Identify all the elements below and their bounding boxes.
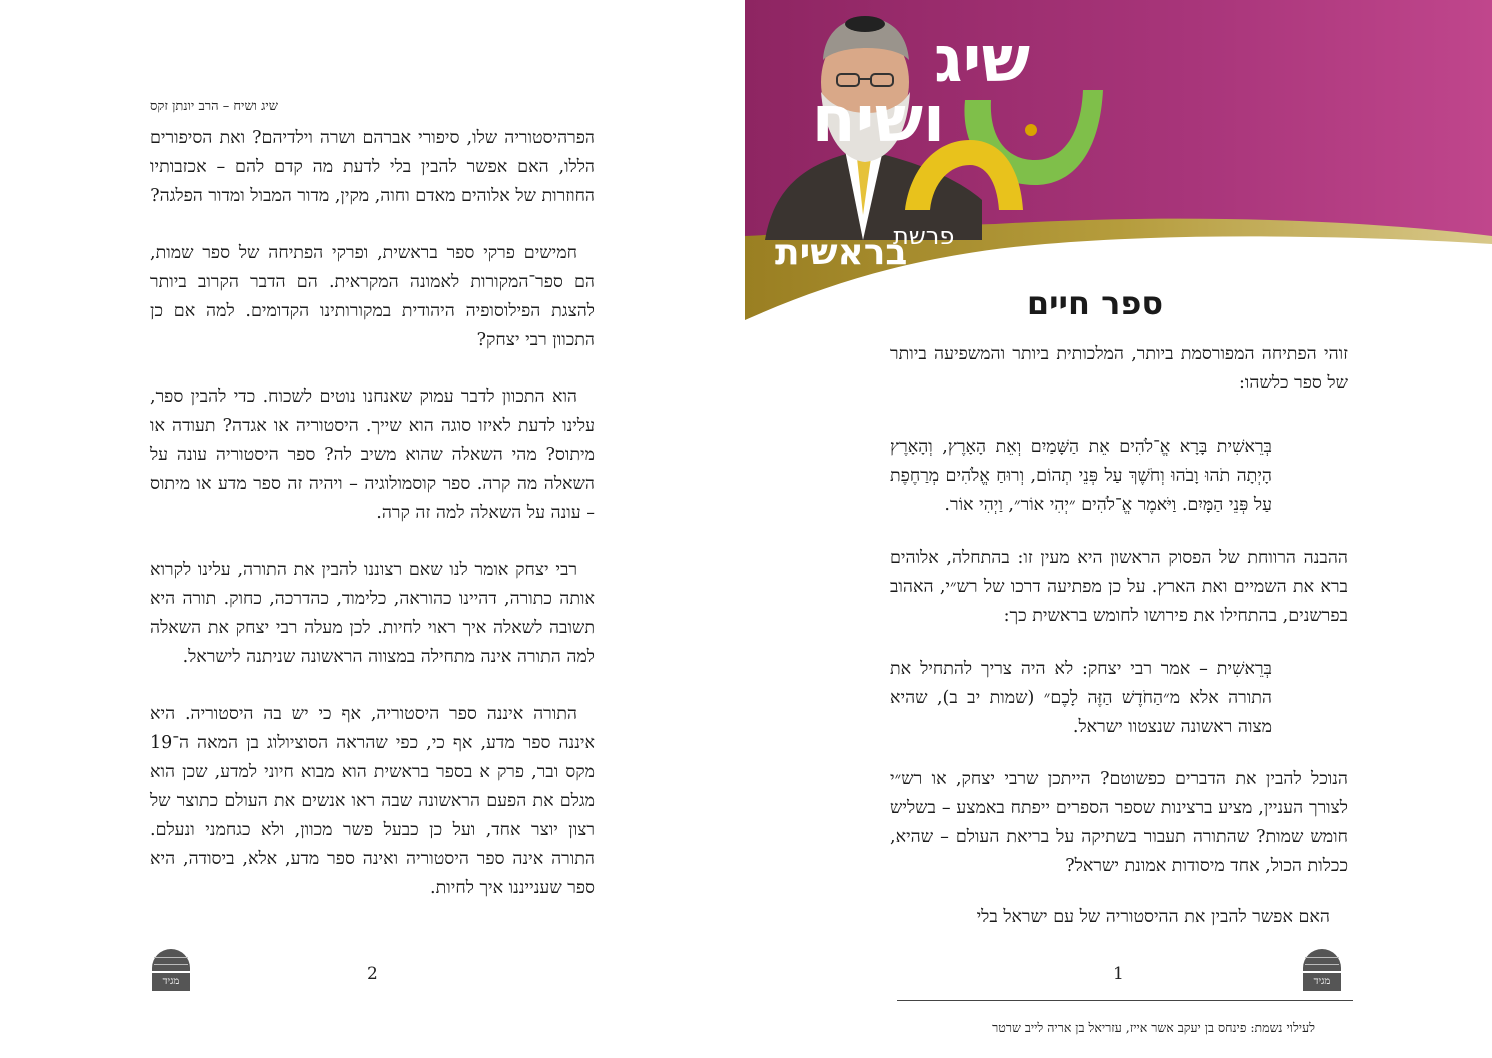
series-logo-line1: שיג	[934, 23, 1030, 97]
right-page	[745, 0, 1492, 1058]
left-text-column	[150, 124, 595, 931]
verse-quote: בְּרֵאשִׁית בָּרָא אֱ־לֹהִים אֵת הַשָּׁמַיִם וְאֵת הָאָרֶץ, וְהָאָרֶץ הָיְתָה תֹהוּ וָבֹהוּ וְחֹשֶׁךְ עַל פְּנֵי תְהוֹם, וְרוּחַ אֱלֹהִים מְרַחֶפֶת עַל פְּנֵי הַמָּיִם. וַיֹּאמֶר אֱ־לֹהִים ״יְהִי אוֹר״, וַיְהִי אוֹר.	[890, 437, 1272, 515]
paragraph: הפרהיסטוריה שלו, סיפורי אברהם ושרה וילדיהם? ואת הסיפורים הללו, האם אפשר להבין בלי לדעת מה קדם להם – אכזבותיו החוזרות של אלוהים מאדם וחוה, מקין, מדור המבול ומדור הפלגה?	[150, 128, 595, 206]
paragraph: התורה איננה ספר היסטוריה, אף כי יש בה היסטוריה. היא איננה ספר מדע, אף כי, כפי שהראה הסוציולוג בן המאה ה־19 מקס ובר, פרק א בספר בראשית הוא מבוא חיוני למדע, שכן הוא מגלם את הפעם הראשונה שבה ראו אנשים את העולם כתוצר של רצון יוצר אחד, ועל כן כבעל פשר מכוון, ולא כגחמני ונעלם. התורה אינה ספר היסטוריה ואינה ספר מדע, אלא, ביסודה, היא ספר שענייננו איך לחיות.	[150, 704, 595, 898]
paragraph: הוא התכוון לדבר עמוק שאנחנו נוטים לשכוח. כדי להבין ספר, עלינו לדעת לאיזו סוגה הוא שייך. היסטוריה או אגדה? תעודה או מיתוס? מהי השאלה שהוא משיב לה? ספר היסטוריה עונה על השאלה מה קרה. ספר קוסמולוגיה – ויהיה זה ספר מדע או מיתוס – עונה על השאלה למה זה קרה.	[150, 387, 595, 523]
chapter-title: ספר חיים	[1026, 284, 1164, 322]
paragraph: רבי יצחק אומר לנו שאם רצוננו להבין את התורה, עלינו לקרוא אותה כתורה, דהיינו כהוראה, כלימוד, כהדרכה, כחוק. תורה היא תשובה לשאלה איך ראוי לחיות. לכן מעלה רבי יצחק את השאלה למה התורה אינה מתחילה במצווה הראשונה שניתנה לישראל.	[150, 560, 595, 667]
publisher-logo-text: מגיד	[152, 973, 190, 991]
page-number: 1	[1113, 964, 1124, 984]
dome-icon	[1303, 949, 1341, 971]
series-logo	[785, 23, 1125, 208]
page-number: 2	[367, 964, 378, 984]
intro-paragraph: זוהי הפתיחה המפורסמת ביותר, המלכותית ביותר והמשפיעה ביותר של ספר כלשהו:	[890, 344, 1348, 393]
rashi-quote: בְּרֵאשִׁית – אמר רבי יצחק: לא היה צריך להתחיל את התורה אלא מ״הַחֹדֶשׁ הַזֶּה לָכֶם״ (שמות יב ב), שהיא מצוה ראשונה שנצטוו ישראל.	[890, 659, 1272, 737]
publisher-logo	[152, 949, 190, 991]
dome-icon	[152, 949, 190, 971]
publisher-logo-text: מגיד	[1303, 973, 1341, 991]
parasha-label: פרשת	[893, 222, 955, 250]
paragraph: ההבנה הרווחת של הפסוק הראשון היא מעין זו: בהתחלה, אלוהים ברא את השמיים ואת הארץ. על כן מפתיעה דרכו של רש״י, האהוב בפרשנים, בהתחילו את פירושו לחומש בראשית כך:	[890, 548, 1348, 626]
paragraph: האם אפשר להבין את ההיסטוריה של עם ישראל בלי	[976, 907, 1330, 927]
paragraph: חמישים פרקי ספר בראשית, ופרקי הפתיחה של ספר שמות, הם ספר־המקורות לאמונה המקראית. הם הדבר הקרוב ביותר להצגת הפילוסופיה היהודית במקורותינו הקדומים. למה אם כן התכוון רבי יצחק?	[150, 243, 595, 350]
header-banner	[745, 0, 1492, 320]
running-head: שיג ושיח – הרב יונתן זקס	[150, 99, 279, 114]
dedication: לעילוי נשמת: פינחס בן יעקב אשר אייז, עזריאל בן אריה לייב שרטר	[992, 1020, 1315, 1035]
publisher-logo	[1303, 949, 1341, 991]
series-logo-line2: ושיח	[811, 83, 945, 157]
footer-divider	[897, 1000, 1353, 1001]
paragraph: הנוכל להבין את הדברים כפשוטם? הייתכן שרבי יצחק, או רש״י לצורך העניין, מציע ברצינות שספר הספרים ייפתח באמצע – בשליש חומש שמות? שהתורה תעבור בשתיקה על בריאת העולם – שהיא, ככלות הכול, אחד מיסודות אמונת ישראל?	[890, 769, 1348, 876]
left-page	[0, 0, 745, 1058]
parasha-name: בראשית	[775, 232, 908, 273]
